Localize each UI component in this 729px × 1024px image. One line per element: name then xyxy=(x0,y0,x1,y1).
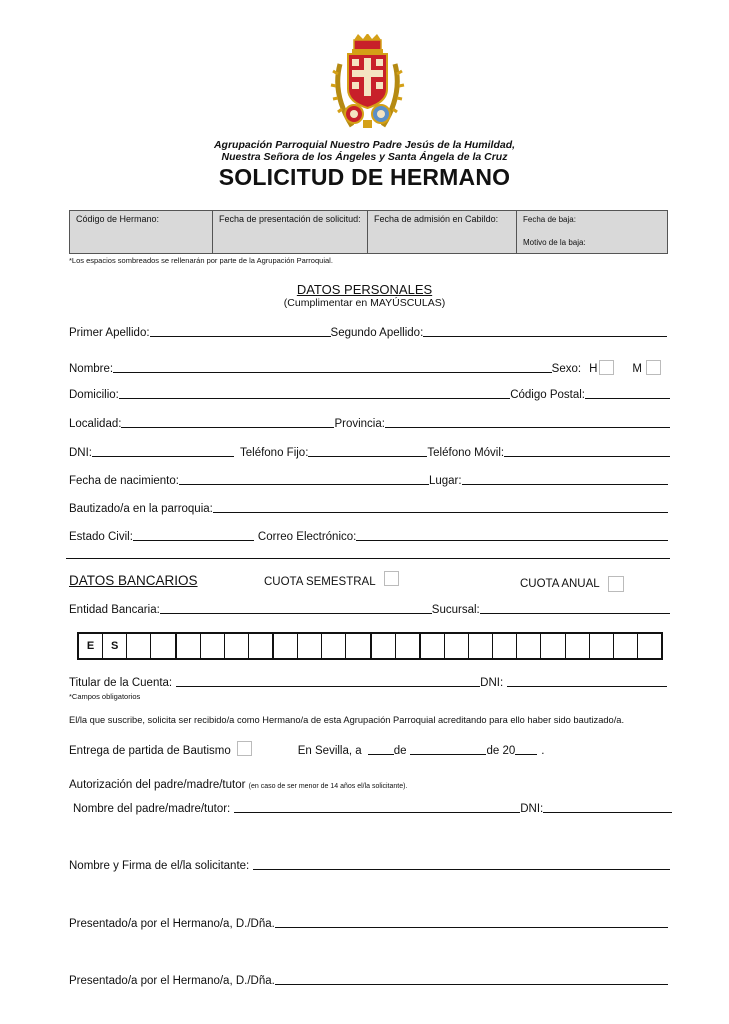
bautizado-field[interactable] xyxy=(213,502,668,513)
fecha-nacimiento-field[interactable] xyxy=(179,474,429,485)
lugar-label: Lugar: xyxy=(428,475,462,487)
domicilio-field[interactable] xyxy=(119,388,510,399)
cuota-semestral-label: CUOTA SEMESTRAL xyxy=(264,576,376,588)
tutor-row xyxy=(73,802,672,815)
section-divider xyxy=(66,558,670,559)
correo-label: Correo Electrónico: xyxy=(257,531,357,543)
nombre-tutor-field[interactable] xyxy=(234,802,520,813)
sexo-label: Sexo: xyxy=(551,363,582,375)
provincia-field[interactable] xyxy=(385,417,670,428)
bautizado-label: Bautizado/a en la parroquia: xyxy=(69,503,213,515)
estado-civil-label: Estado Civil: xyxy=(69,531,133,543)
sexo-m-label: M xyxy=(632,363,642,375)
cuota-semestral-checkbox[interactable] xyxy=(384,571,399,586)
iban-cell[interactable] xyxy=(249,634,274,658)
tutor-dni-field[interactable] xyxy=(543,802,672,813)
nombre-firma-field[interactable] xyxy=(253,859,670,870)
presentado-row-1 xyxy=(69,917,668,930)
telefono-row xyxy=(69,446,670,459)
codigo-postal-field[interactable] xyxy=(585,388,670,399)
dia-field[interactable] xyxy=(368,744,394,755)
fecha-presentacion-cell: Fecha de presentación de solicitud: xyxy=(213,211,368,253)
iban-cell[interactable] xyxy=(541,634,565,658)
codigo-postal-label: Código Postal: xyxy=(510,389,585,401)
telefono-movil-field[interactable] xyxy=(504,446,670,457)
bank-section-title: DATOS BANCARIOS xyxy=(69,573,198,588)
nombre-label: Nombre: xyxy=(69,363,114,375)
cuota-anual-checkbox[interactable] xyxy=(608,576,624,592)
iban-cell[interactable] xyxy=(590,634,614,658)
sucursal-field[interactable] xyxy=(480,603,670,614)
localidad-row xyxy=(69,417,670,430)
iban-cell[interactable] xyxy=(445,634,469,658)
iban-cell[interactable] xyxy=(225,634,249,658)
organization-name-line2: Nuestra Señora de los Ángeles y Santa Ángela de la Cruz xyxy=(221,151,508,163)
presentado-label-1: Presentado/a por el Hermano/a, D./Dña. xyxy=(69,918,275,930)
sexo-m-checkbox[interactable] xyxy=(646,360,661,375)
iban-cell[interactable] xyxy=(614,634,638,658)
iban-cell[interactable] xyxy=(274,634,298,658)
iban-cell[interactable] xyxy=(517,634,541,658)
nombre-tutor-label: Nombre del padre/madre/tutor: xyxy=(73,803,231,815)
iban-cell: S xyxy=(103,634,127,658)
baja-cell: Fecha de baja: Motivo de la baja: xyxy=(523,215,586,247)
autorizacion-small-note: (en caso de ser menor de 14 años el/la solicitante). xyxy=(248,783,408,790)
entrega-row xyxy=(69,741,589,757)
iban-cell[interactable] xyxy=(151,634,176,658)
nombre-firma-label: Nombre y Firma de el/la solicitante: xyxy=(69,860,250,872)
telefono-fijo-field[interactable] xyxy=(308,446,427,457)
presentado-row-2 xyxy=(69,974,668,987)
firma-row xyxy=(69,859,670,872)
estado-civil-field[interactable] xyxy=(133,530,254,541)
sexo-h-checkbox[interactable] xyxy=(599,360,614,375)
de-anio-label: de 20 xyxy=(486,745,516,757)
iban-cell[interactable] xyxy=(469,634,493,658)
segundo-apellido-label: Segundo Apellido: xyxy=(330,327,424,339)
autorizacion-heading xyxy=(69,779,407,791)
provincia-label: Provincia: xyxy=(334,418,385,430)
nacimiento-row xyxy=(69,474,668,487)
cuota-anual-label: CUOTA ANUAL xyxy=(520,578,600,591)
de-label: de xyxy=(393,745,407,757)
iban-cell[interactable] xyxy=(127,634,151,658)
fecha-admision-cell: Fecha de admisión en Cabildo: xyxy=(368,211,517,253)
localidad-label: Localidad: xyxy=(69,418,122,430)
localidad-field[interactable] xyxy=(121,417,334,428)
presentado-field-1[interactable] xyxy=(275,917,668,928)
dni-label: DNI: xyxy=(69,447,92,459)
iban-cell[interactable] xyxy=(372,634,396,658)
nombre-field[interactable] xyxy=(113,362,552,373)
presentado-label-2: Presentado/a por el Hermano/a, D./Dña. xyxy=(69,975,275,987)
sexo-h-label: H xyxy=(589,363,598,375)
iban-cell[interactable] xyxy=(298,634,322,658)
sucursal-label: Sucursal: xyxy=(431,604,480,616)
period-label: . xyxy=(541,745,545,757)
fecha-nacimiento-label: Fecha de nacimiento: xyxy=(69,475,179,487)
iban-cell[interactable] xyxy=(566,634,590,658)
segundo-apellido-field[interactable] xyxy=(423,326,667,337)
personal-section-subtitle: (Cumplimentar en MAYÚSCULAS) xyxy=(283,297,446,309)
iban-cell[interactable] xyxy=(638,634,661,658)
autorizacion-label: Autorización del padre/madre/tutor xyxy=(69,779,246,791)
en-sevilla-label: En Sevilla, a xyxy=(297,745,362,757)
iban-cell[interactable] xyxy=(396,634,421,658)
shaded-note: *Los espacios sombreados se rellenarán por parte de la Agrupación Parroquial. xyxy=(69,256,333,265)
cuota-semestral-option xyxy=(264,576,399,588)
presentado-field-2[interactable] xyxy=(275,974,668,985)
entidad-row xyxy=(69,603,670,616)
estado-civil-row xyxy=(69,530,668,543)
titular-label: Titular de la Cuenta: xyxy=(69,677,173,689)
cuota-anual-option xyxy=(520,576,624,592)
iban-cell[interactable] xyxy=(346,634,371,658)
iban-grid xyxy=(77,632,663,660)
apellidos-row xyxy=(69,326,667,339)
coat-of-arms-logo xyxy=(330,34,405,134)
organization-name-line1: Agrupación Parroquial Nuestro Padre Jesús de la Humildad, xyxy=(213,139,516,151)
mes-field[interactable] xyxy=(410,744,486,755)
entrega-partida-checkbox[interactable] xyxy=(237,741,252,756)
iban-cell[interactable] xyxy=(421,634,445,658)
telefono-fijo-label: Teléfono Fijo: xyxy=(240,447,309,459)
primer-apellido-label: Primer Apellido: xyxy=(69,327,150,339)
declaration-text: El/la que suscribe, solicita ser recibido/a como Hermano/a de esta Agrupación Parroquial acreditando para ello haber sido bautizado/a. xyxy=(69,715,625,725)
personal-section-title: DATOS PERSONALES xyxy=(296,282,433,297)
iban-cell[interactable] xyxy=(493,634,517,658)
iban-cell[interactable] xyxy=(177,634,201,658)
titular-row xyxy=(69,676,667,689)
anio-field[interactable] xyxy=(515,744,537,755)
codigo-hermano-cell: Código de Hermano: xyxy=(70,211,213,253)
iban-cell[interactable] xyxy=(201,634,225,658)
primer-apellido-field[interactable] xyxy=(150,326,331,337)
titular-field[interactable] xyxy=(176,676,480,687)
correo-field[interactable] xyxy=(356,530,668,541)
nombre-row xyxy=(69,360,661,375)
form-title: SOLICITUD DE HERMANO xyxy=(218,164,511,190)
dni-field[interactable] xyxy=(92,446,234,457)
bautizado-row xyxy=(69,502,668,515)
entrega-partida-label: Entrega de partida de Bautismo xyxy=(69,745,231,757)
telefono-movil-label: Teléfono Móvil: xyxy=(427,447,505,459)
campos-obligatorios-note: *Campos obligatorios xyxy=(69,692,141,701)
iban-cell[interactable] xyxy=(322,634,346,658)
domicilio-row xyxy=(69,388,670,401)
entidad-field[interactable] xyxy=(160,603,432,614)
titular-dni-field[interactable] xyxy=(507,676,667,687)
iban-cell: E xyxy=(79,634,103,658)
tutor-dni-label: DNI: xyxy=(520,803,544,815)
domicilio-label: Domicilio: xyxy=(69,389,119,401)
titular-dni-label: DNI: xyxy=(480,677,504,689)
lugar-field[interactable] xyxy=(462,474,668,485)
entidad-label: Entidad Bancaria: xyxy=(69,604,160,616)
admin-use-table xyxy=(69,210,668,254)
